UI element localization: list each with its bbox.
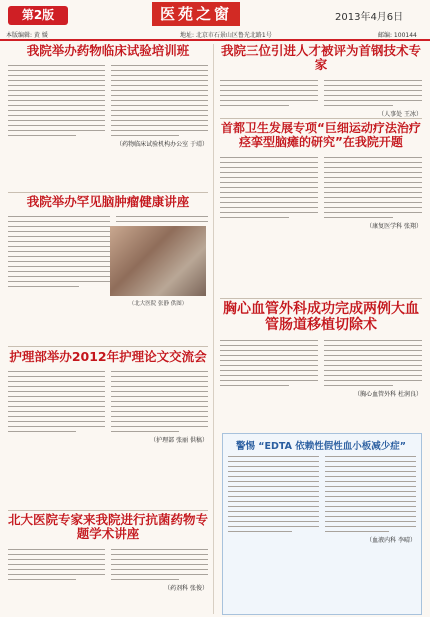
article-title: 首都卫生发展专项“巨细运动疗法治疗痉挛型脑瘫的研究”在我院开题 — [221, 121, 421, 149]
article-byline: （药剂科 张俊） — [164, 584, 208, 592]
postcode-label: 邮编: 100144 — [378, 32, 417, 39]
issue-date: 2013年4月6日 — [335, 12, 404, 23]
lecture-photo — [110, 226, 206, 296]
article-separator — [8, 192, 208, 193]
article-title: 胸心血管外科成功完成两例大血管肠道移植切除术 — [223, 301, 419, 334]
header-rule — [0, 39, 430, 41]
article-title: 护理部举办2012年护理论文交流会 — [9, 349, 207, 364]
article-body — [220, 153, 422, 222]
article-edta-body — [228, 452, 416, 544]
article-byline: （人事处 王冰） — [378, 110, 422, 118]
article-cardiac-surgery — [220, 301, 422, 398]
article-drug-trial-training — [8, 44, 208, 148]
article-byline: （药物临床试验机构办公室 于靖） — [116, 141, 208, 149]
article-separator — [8, 346, 208, 347]
column-divider — [213, 44, 214, 614]
article-byline: （护理部 张丽 供稿） — [150, 437, 208, 445]
article-cerebral-palsy-project — [220, 122, 422, 230]
article-nursing-paper-meeting — [8, 350, 208, 444]
article-separator — [220, 118, 422, 119]
article-byline: （胸心血管外科 杜润良） — [354, 391, 422, 399]
article-title: 警惕 “EDTA 依赖性假性血小板减少症” — [235, 441, 407, 452]
article-title: 我院举办罕见脑肿瘤健康讲座 — [26, 194, 190, 209]
article-byline: （康复医学科 张翔） — [366, 222, 422, 230]
article-separator — [220, 298, 422, 299]
article-separator — [8, 510, 208, 511]
article-title: 我院三位引进人才被评为首钢技术专家 — [220, 43, 421, 73]
article-antibiotics-lecture — [8, 513, 208, 592]
editor-label: 本版编辑: 黄 媛 — [6, 32, 48, 39]
newspaper-masthead: 医苑之窗 — [152, 2, 240, 26]
page-number-badge: 第2版 — [8, 6, 68, 25]
article-title: 北大医院专家来我院进行抗菌药物专题学术讲座 — [8, 512, 209, 542]
article-body — [220, 336, 422, 390]
article-byline: （血液内科 李晴） — [366, 537, 416, 544]
article-body — [220, 76, 422, 110]
photo-caption: （北大医院 张静 供图） — [128, 301, 188, 307]
article-body — [8, 545, 208, 584]
article-title: 我院举办药物临床试验培训班 — [26, 43, 190, 58]
article-tech-experts — [220, 44, 422, 118]
article-body — [8, 61, 208, 140]
masthead-bar — [0, 0, 430, 48]
address-label: 地址: 北京市石景山区鲁光北路1号 — [180, 32, 272, 39]
article-body — [8, 367, 208, 436]
article-body — [228, 452, 416, 536]
